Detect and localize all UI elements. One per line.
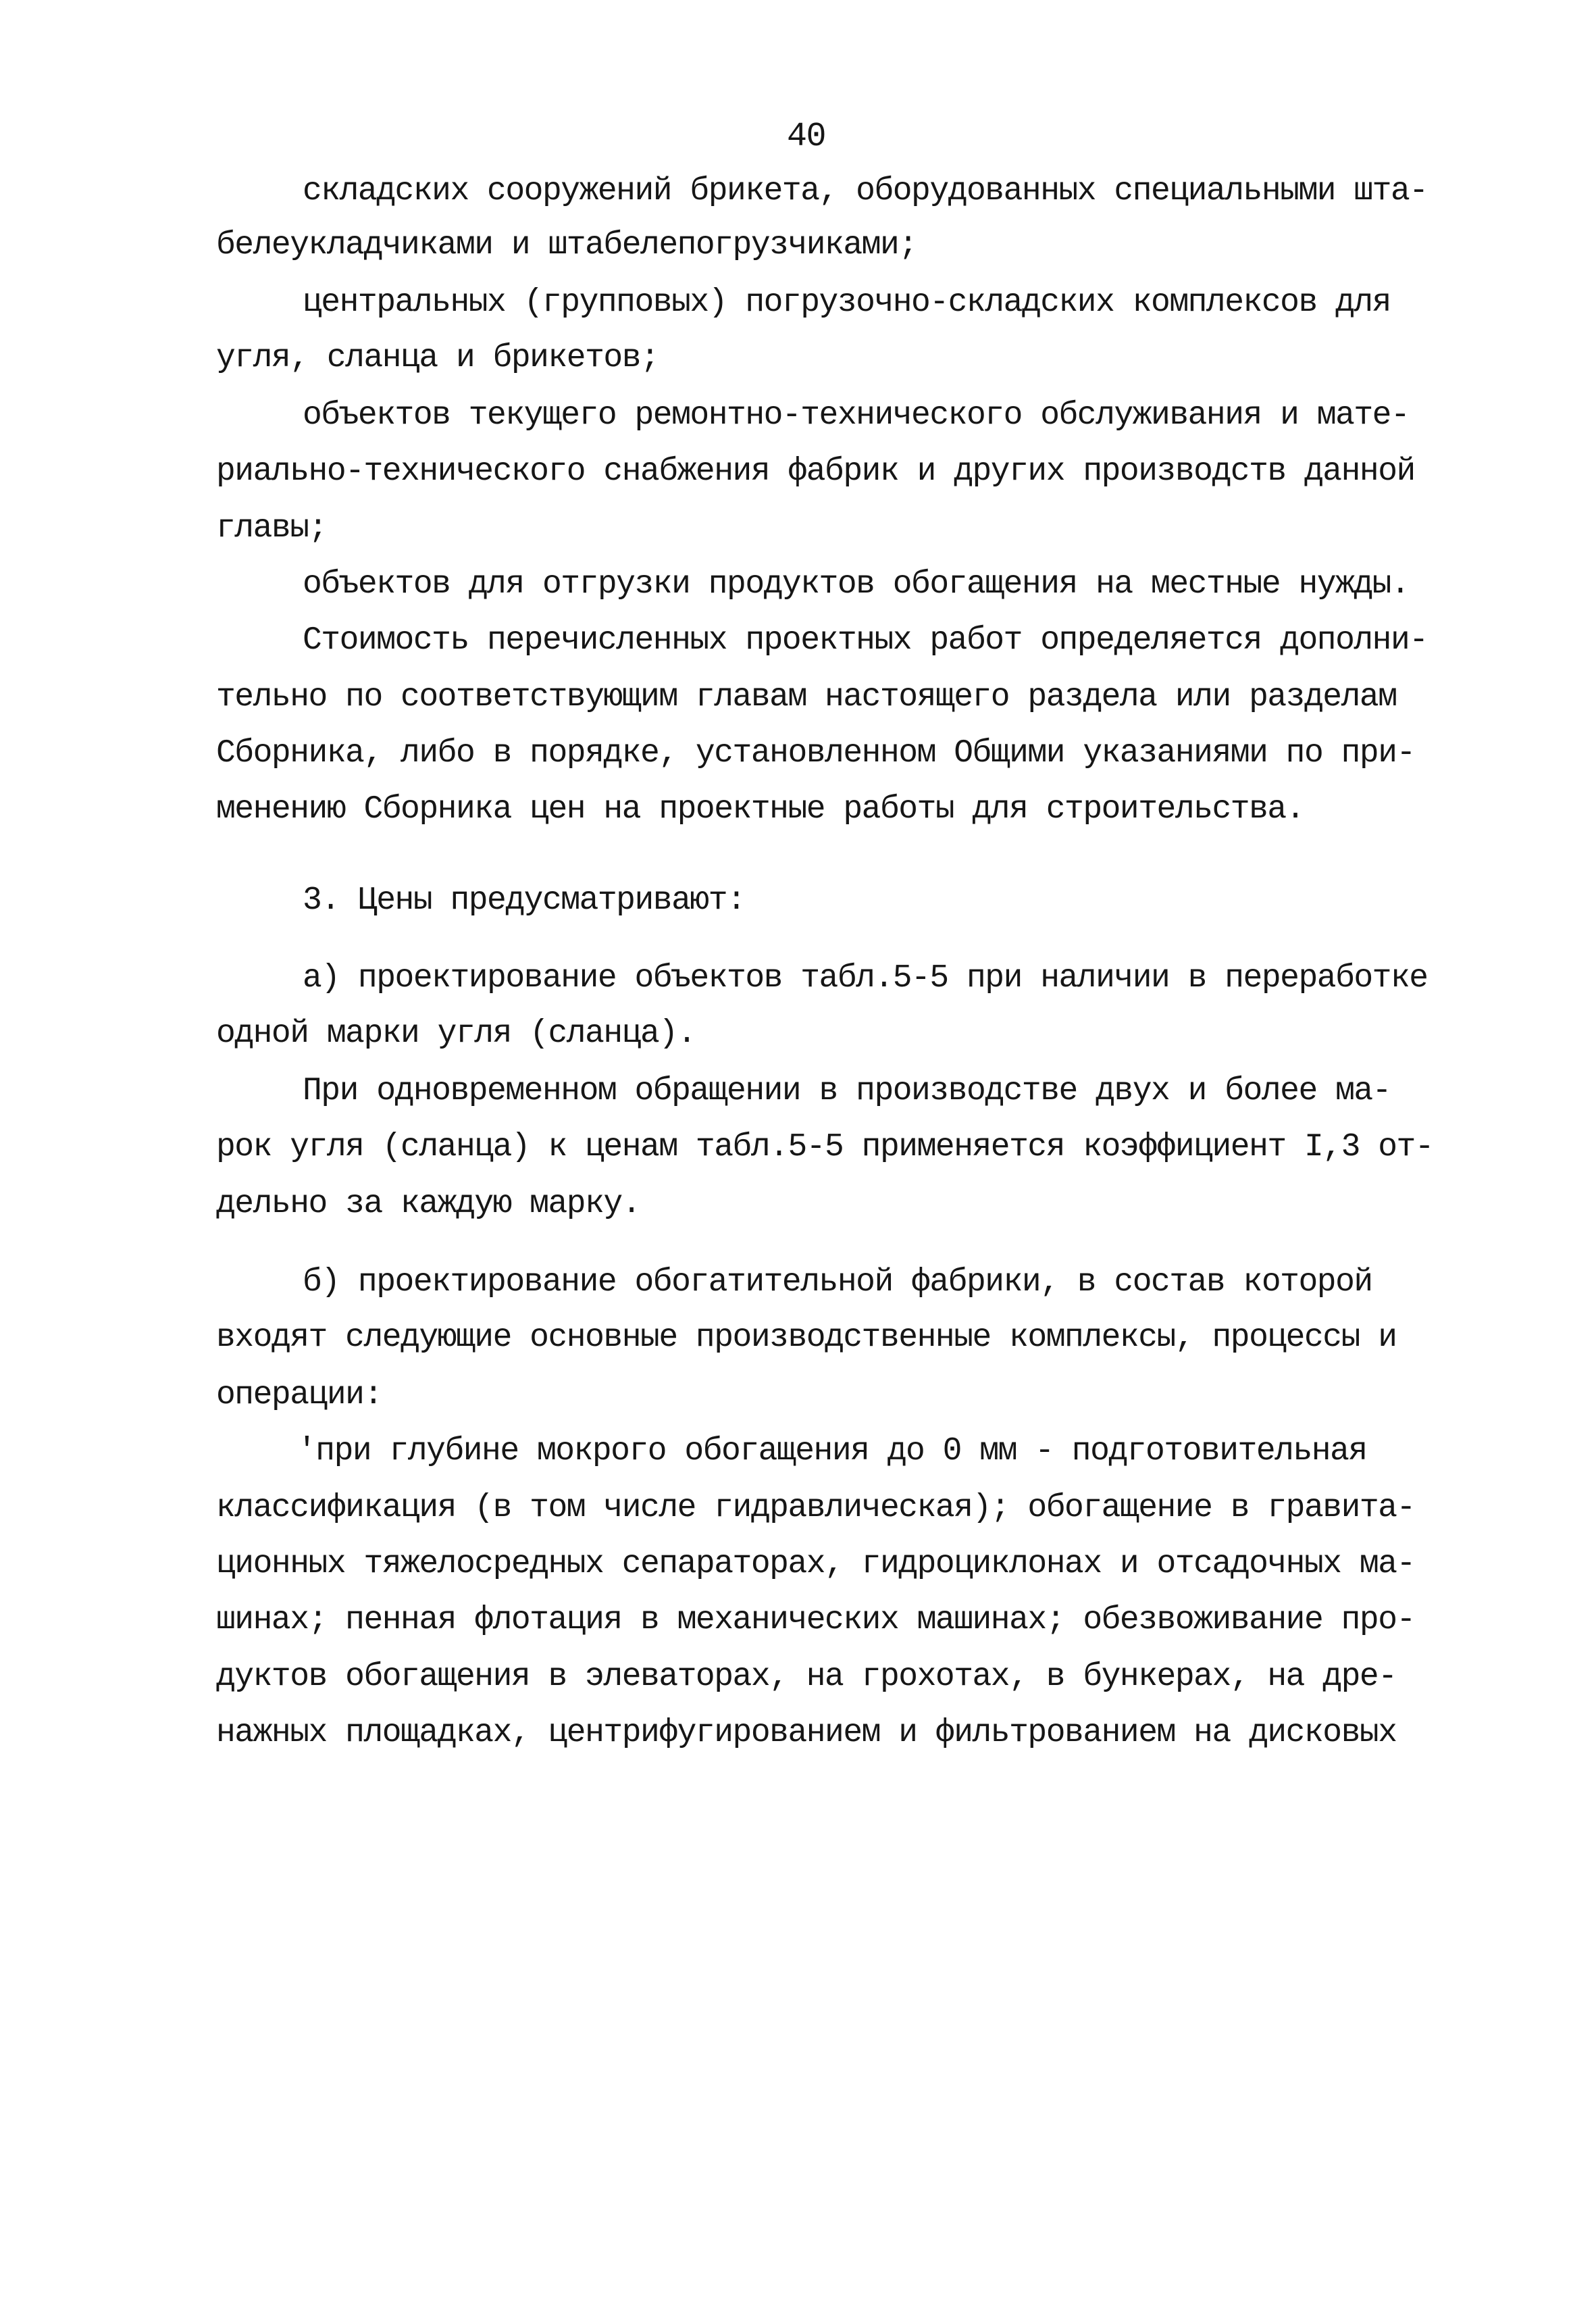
text-line: одной марки угля (сланца). bbox=[216, 1015, 696, 1052]
text-line: Стоимость перечисленных проектных работ определяется дополни- bbox=[303, 622, 1428, 659]
text-line: белеукладчиками и штабелепогрузчиками; bbox=[216, 227, 917, 263]
text-line: операции: bbox=[216, 1377, 382, 1413]
text-line: При одновременном обращении в производстве двух и более ма- bbox=[303, 1073, 1391, 1109]
text-line: шинах; пенная флотация в механических машинах; обезвоживание про- bbox=[216, 1602, 1415, 1638]
text-line: центральных (групповых) погрузочно-складских комплексов для bbox=[303, 284, 1391, 321]
text-line: входят следующие основные производственные комплексы, процессы и bbox=[216, 1319, 1397, 1356]
text-line: дуктов обогащения в элеваторах, на грохотах, в бункерах, на дре- bbox=[216, 1659, 1397, 1695]
text-line: дельно за каждую марку. bbox=[216, 1186, 641, 1222]
text-line: б) проектирование обогатительной фабрики, в состав которой bbox=[303, 1264, 1372, 1301]
text-line: объектов для отгрузки продуктов обогащения на местные нужды. bbox=[303, 566, 1410, 603]
text-line: тельно по соответствующим главам настоящего раздела или разделам bbox=[216, 679, 1397, 715]
text-line: менению Сборника цен на проектные работы для строительства. bbox=[216, 791, 1304, 828]
text-line: 'при глубине мокрого обогащения до 0 мм - подготовительная bbox=[297, 1433, 1367, 1469]
text-line: а) проектирование объектов табл.5-5 при наличии в переработке bbox=[303, 960, 1428, 997]
text-line: угля, сланца и брикетов; bbox=[216, 340, 659, 376]
text-line: классификация (в том числе гидравлическая); обогащение в гравита- bbox=[216, 1490, 1415, 1526]
text-line: риально-технического снабжения фабрик и других производств данной bbox=[216, 453, 1415, 490]
text-line: главы; bbox=[216, 510, 327, 547]
page-number: 40 bbox=[787, 118, 826, 156]
text-line: Сборника, либо в порядке, установленном Общими указаниями по при- bbox=[216, 735, 1415, 772]
text-line: складских сооружений брикета, оборудованных специальными шта- bbox=[303, 173, 1428, 209]
text-line: нажных площадках, центрифугированием и фильтрованием на дисковых bbox=[216, 1715, 1397, 1751]
text-line: рок угля (сланца) к ценам табл.5-5 применяется коэффициент I,3 от- bbox=[216, 1129, 1434, 1165]
section-heading: 3. Цены предусматривают: bbox=[303, 882, 746, 919]
text-line: объектов текущего ремонтно-технического обслуживания и мате- bbox=[303, 397, 1410, 434]
text-line: ционных тяжелосредных сепараторах, гидроциклонах и отсадочных ма- bbox=[216, 1546, 1415, 1582]
